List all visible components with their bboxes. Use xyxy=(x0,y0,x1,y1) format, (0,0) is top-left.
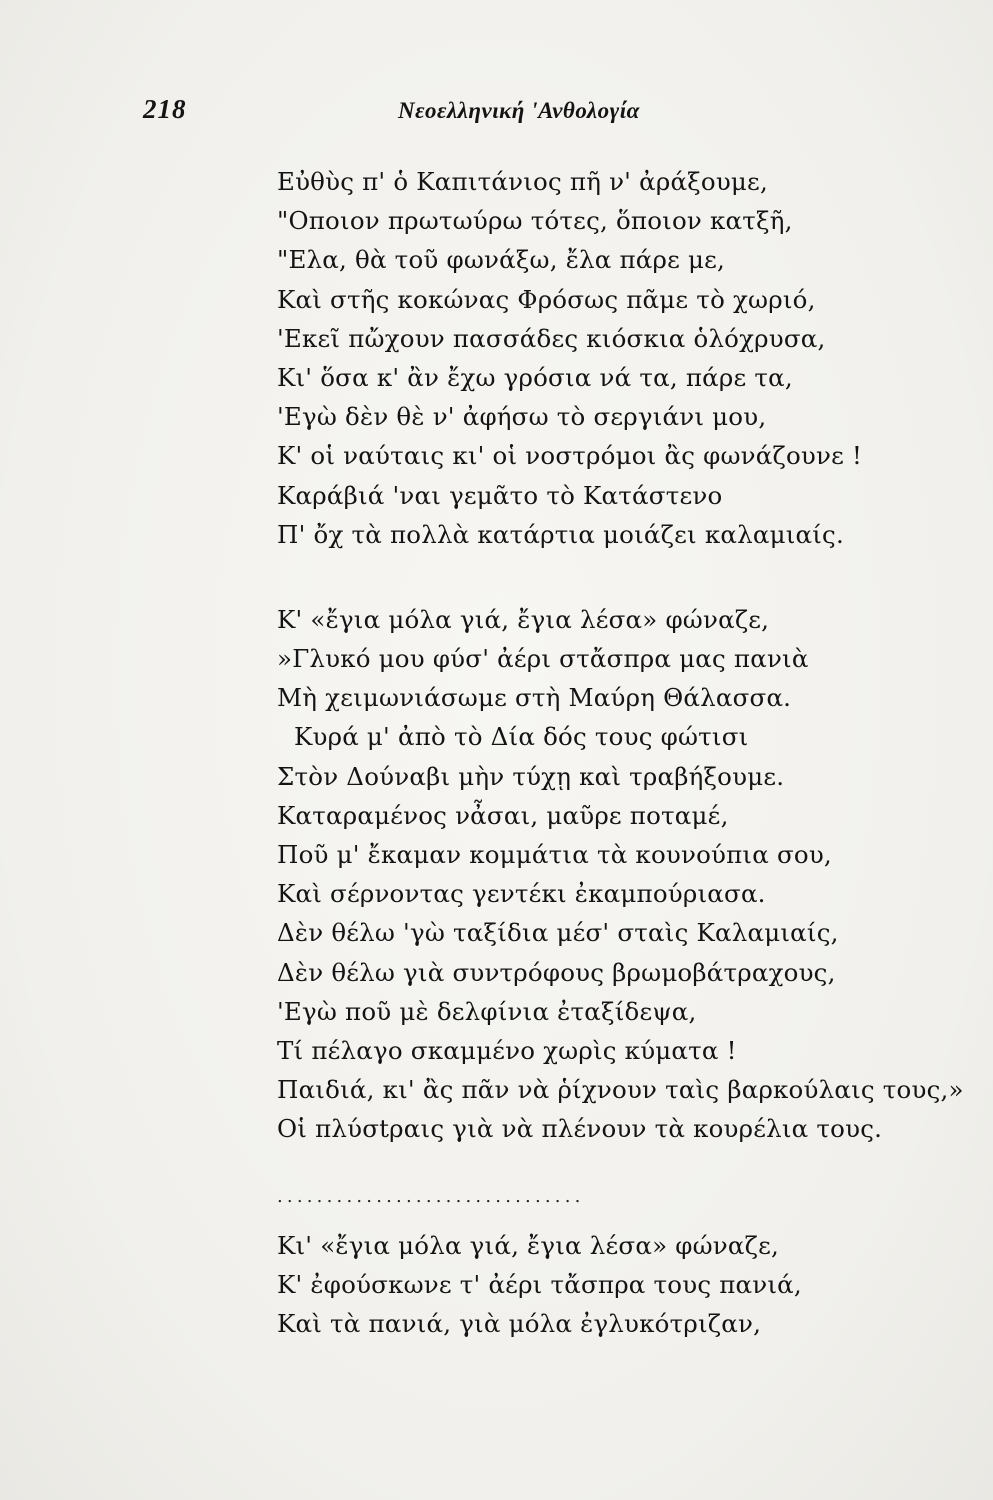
poem-line: "Οποιον πρωτωύρω τότες, ὅποιον κατξῆ, xyxy=(277,206,793,236)
poem-line: Κ' οἱ ναύταις κι' οἱ νοστρόμοι ἂς φωνάζουνε ! xyxy=(277,441,863,471)
poem-line: Καὶ στῆς κοκώνας Φρόσως πᾶμε τὸ χωριό, xyxy=(277,284,816,314)
poem-line: Π' ὄχ τὰ πολλὰ κατάρτια μοιάζει καλαμιαίς. xyxy=(277,519,844,549)
poem-text xyxy=(277,162,964,1343)
poem-line: Μὴ χειμωνιάσωμε στὴ Μαύρη Θάλασσα. xyxy=(277,683,792,713)
poem-line: 'Εγὼ ποῦ μὲ δελφίνια ἐταξίδεψα, xyxy=(277,996,697,1026)
poem-line: Κ' «ἔγια μόλα γιά, ἔγια λέσα» φώναζε, xyxy=(277,604,770,634)
running-head: Νεοελληνική 'Ανθολογία xyxy=(398,98,640,123)
page-number: 218 xyxy=(143,94,187,124)
ellipsis-separator: ............................... xyxy=(277,1185,585,1207)
poem-line: 'Εγὼ δὲν θὲ ν' ἀφήσω τὸ σεργιάνι μου, xyxy=(277,402,767,432)
poem-line: Στὸν Δούναβι μὴν τύχῃ καὶ τραβήξουμε. xyxy=(277,761,785,791)
poem-line: 'Εκεῖ πὤχουν πασσάδες κιόσκια ὁλόχρυσα, xyxy=(277,323,826,353)
poem-line: Κι' ὅσα κ' ἂν ἔχω γρόσια νά τα, πάρε τα, xyxy=(277,362,793,392)
page-header xyxy=(0,94,993,130)
poem-line: Παιδιά, κι' ἂς πᾶν νὰ ῥίχνουν ταὶς βαρκούλαις τους,» xyxy=(277,1075,964,1105)
poem-line: Καταραμένος νἆσαι, μαῦρε ποταμέ, xyxy=(277,800,729,830)
poem-line: Καὶ τὰ πανιά, γιὰ μόλα ἐγλυκότριζαν, xyxy=(277,1308,762,1338)
poem-line: Οἱ πλύσtραις γιὰ νὰ πλένουν τὰ κουρέλια τους. xyxy=(277,1114,883,1144)
poem-line: Καράβιά 'ναι γεμᾶτο τὸ Κατάστενο xyxy=(277,480,723,510)
poem-line: Δὲν θέλω 'γὼ ταξίδια μέσ' σταὶς Καλαμιαίς, xyxy=(277,918,839,948)
poem-line: Δὲν θέλω γιὰ συντρόφους βρωμοβάτραχους, xyxy=(277,957,836,987)
stanza-3 xyxy=(277,1226,917,1344)
poem-line: Κυρά μ' ἀπὸ τὸ Δία δός τους φώτισι xyxy=(294,722,749,752)
stanza-gap xyxy=(277,1149,917,1187)
poem-line: "Ελα, θὰ τοῦ φωνάξω, ἔλα πάρε με, xyxy=(277,245,726,275)
stanza-2 xyxy=(277,600,964,1149)
poem-line: Κ' ἐφούσκωνε τ' ἀέρι τἄσπρα τους πανιά, xyxy=(277,1269,802,1299)
stanza-1 xyxy=(277,162,917,554)
poem-line: Κι' «ἔγια μόλα γιά, ἔγια λέσα» φώναζε, xyxy=(277,1230,779,1260)
poem-line: Εὐθὺς π' ὁ Καπιτάνιος πῆ ν' ἀράξουμε, xyxy=(277,167,768,196)
poem-line: Καὶ σέρνοντας γεντέκι ἐκαμπούριασα. xyxy=(277,879,766,909)
poem-line: Ποῦ μ' ἔκαμαν κομμάτια τὰ κουνούπια σου, xyxy=(277,840,832,869)
poem-line: Τί πέλαγο σκαμμένο χωρὶς κύματα ! xyxy=(277,1035,737,1065)
poem-line: »Γλυκό μου φύσ' ἀέρι στἄσπρα μας πανιὰ xyxy=(277,644,809,674)
stanza-gap xyxy=(277,554,917,600)
